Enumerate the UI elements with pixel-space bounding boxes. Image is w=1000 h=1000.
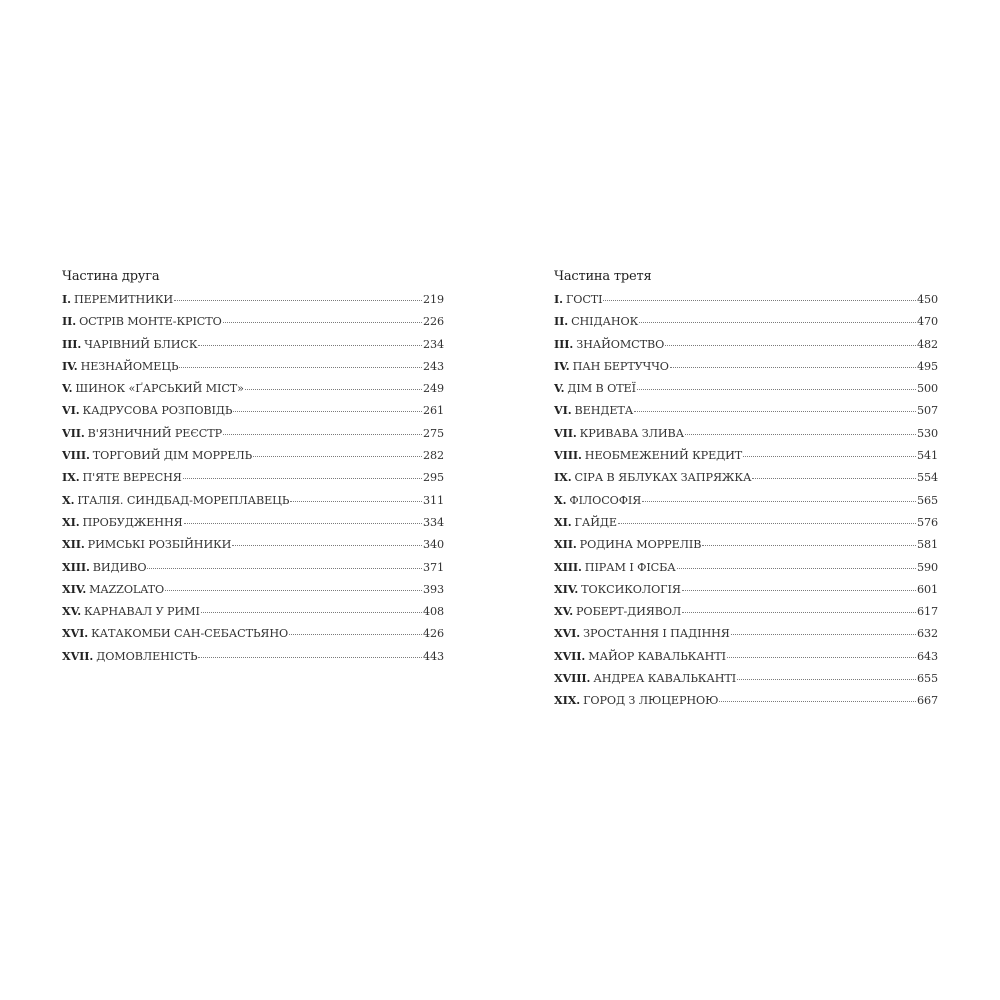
- chapter-number: I.: [62, 292, 71, 306]
- toc-list: [62, 288, 444, 667]
- page-number: 443: [422, 649, 444, 663]
- dot-leader: [752, 478, 916, 479]
- chapter-title: КАТАКОМБИ САН-СЕБАСТЬЯНО: [91, 627, 289, 641]
- toc-list: [554, 288, 938, 712]
- toc-entry: [62, 600, 444, 622]
- chapter-title: КАДРУСОВА РОЗПОВІДЬ: [82, 404, 233, 418]
- page-number: 530: [916, 426, 938, 440]
- chapter-number: XII.: [62, 537, 85, 552]
- dot-leader: [179, 367, 422, 368]
- page-number: 371: [422, 560, 444, 574]
- chapter-number: V.: [554, 381, 565, 396]
- chapter-number: III.: [554, 336, 574, 351]
- dot-leader: [682, 590, 916, 591]
- page-number: 581: [916, 538, 938, 552]
- page-number: 655: [916, 672, 938, 686]
- page-number: 590: [916, 560, 938, 574]
- page-number: 450: [916, 293, 938, 306]
- chapter-number: I.: [554, 292, 563, 306]
- chapter-number: VIII.: [554, 448, 582, 463]
- toc-entry: [554, 511, 938, 533]
- toc-column-part-two: [62, 266, 444, 667]
- chapter-title: АНДРЕА КАВАЛЬКАНТІ: [593, 672, 737, 686]
- dot-leader: [665, 345, 916, 346]
- chapter-title: ОСТРІВ МОНТЕ-КРІСТО: [79, 315, 222, 329]
- part-title: Частина друга: [62, 269, 160, 284]
- dot-leader: [618, 523, 916, 524]
- page-number: 617: [916, 605, 938, 619]
- chapter-title: ПЕРЕМИТНИКИ: [73, 293, 174, 306]
- page-number: 632: [916, 627, 938, 641]
- chapter-title: ГОСТІ: [565, 293, 603, 306]
- toc-entry: [554, 310, 938, 332]
- page-number: 601: [916, 582, 938, 596]
- page-number: 495: [916, 359, 938, 373]
- page-number: 426: [422, 627, 444, 641]
- chapter-number: IV.: [62, 358, 78, 373]
- dot-leader: [677, 568, 916, 569]
- dot-leader: [670, 367, 916, 368]
- chapter-number: XVI.: [62, 626, 89, 641]
- toc-entry: [554, 377, 938, 399]
- chapter-title: MAZZOLATO: [89, 582, 165, 596]
- chapter-number: XVIII.: [554, 671, 591, 686]
- dot-leader: [637, 389, 916, 390]
- chapter-number: XV.: [62, 604, 81, 619]
- page-number: 482: [916, 337, 938, 351]
- dot-leader: [245, 389, 422, 390]
- page-number: 282: [422, 449, 444, 463]
- chapter-title: ЗНАЙОМСТВО: [576, 337, 665, 351]
- page-number: 643: [916, 649, 938, 663]
- toc-entry: [62, 310, 444, 332]
- chapter-number: XIII.: [62, 559, 90, 574]
- chapter-title: ВИДИВО: [92, 560, 147, 574]
- dot-leader: [639, 322, 916, 323]
- page-number: 554: [916, 471, 938, 485]
- dot-leader: [233, 411, 422, 412]
- chapter-title: П'ЯТЕ ВЕРЕСНЯ: [82, 471, 182, 485]
- chapter-title: ЗРОСТАННЯ І ПАДІННЯ: [583, 627, 730, 641]
- chapter-title: ФІЛОСОФІЯ: [569, 493, 642, 507]
- toc-entry: [62, 622, 444, 644]
- toc-entry: [554, 355, 938, 377]
- dot-leader: [232, 545, 422, 546]
- page-number: 393: [422, 582, 444, 596]
- chapter-title: КАРНАВАЛ У РИМІ: [84, 605, 200, 619]
- dot-leader: [603, 300, 915, 301]
- chapter-title: НЕОБМЕЖЕНИЙ КРЕДИТ: [584, 449, 743, 463]
- toc-entry: [554, 667, 938, 689]
- dot-leader: [147, 568, 422, 569]
- dot-leader: [223, 322, 422, 323]
- toc-entry: [62, 578, 444, 600]
- chapter-title: ПІРАМ І ФІСБА: [584, 560, 676, 574]
- dot-leader: [223, 434, 422, 435]
- page-number: 667: [916, 694, 938, 708]
- dot-leader: [743, 456, 916, 457]
- toc-entry: [62, 466, 444, 488]
- page-number: 470: [916, 315, 938, 329]
- dot-leader: [198, 657, 422, 658]
- chapter-number: VIII.: [62, 448, 90, 463]
- chapter-number: XIX.: [554, 693, 581, 708]
- chapter-title: РОБЕРТ-ДИЯВОЛ: [576, 605, 682, 619]
- chapter-title: ІТАЛІЯ. СИНДБАД-МОРЕПЛАВЕЦЬ: [77, 493, 290, 507]
- chapter-number: III.: [62, 336, 82, 351]
- toc-entry: [62, 556, 444, 578]
- chapter-number: IX.: [62, 470, 80, 485]
- dot-leader: [731, 634, 916, 635]
- chapter-number: XVI.: [554, 626, 581, 641]
- chapter-number: II.: [62, 314, 77, 329]
- chapter-title: ПРОБУДЖЕННЯ: [82, 515, 183, 529]
- dot-leader: [174, 300, 422, 301]
- dot-leader: [634, 411, 916, 412]
- toc-entry: [62, 333, 444, 355]
- toc-entry: [554, 422, 938, 444]
- chapter-number: VII.: [62, 425, 85, 440]
- page-number: 311: [422, 493, 444, 507]
- chapter-title: ЧАРІВНИЙ БЛИСК: [84, 337, 198, 351]
- chapter-number: XV.: [554, 604, 573, 619]
- toc-entry: [554, 600, 938, 622]
- page-number: 249: [422, 382, 444, 396]
- dot-leader: [702, 545, 916, 546]
- page-number: 226: [422, 315, 444, 329]
- chapter-number: VII.: [554, 425, 577, 440]
- page-number: 500: [916, 382, 938, 396]
- chapter-number: IV.: [554, 358, 570, 373]
- chapter-number: XIV.: [62, 581, 87, 596]
- toc-entry: [554, 399, 938, 421]
- page-number: 234: [422, 337, 444, 351]
- chapter-title: РИМСЬКІ РОЗБІЙНИКИ: [87, 538, 232, 552]
- toc-entry: [554, 533, 938, 555]
- chapter-number: VI.: [62, 403, 80, 418]
- chapter-number: X.: [62, 492, 75, 507]
- chapter-title: ВЕНДЕТА: [574, 404, 634, 418]
- toc-entry: [62, 355, 444, 377]
- toc-entry: [62, 377, 444, 399]
- dot-leader: [253, 456, 422, 457]
- chapter-title: ДІМ В ОТЕЇ: [567, 382, 636, 396]
- chapter-number: XVII.: [62, 648, 94, 663]
- page-number: 295: [422, 471, 444, 485]
- toc-column-part-three: [554, 266, 938, 712]
- dot-leader: [727, 657, 916, 658]
- chapter-number: V.: [62, 381, 73, 396]
- chapter-number: XIV.: [554, 581, 579, 596]
- chapter-number: XI.: [554, 514, 572, 529]
- page-number: 243: [422, 359, 444, 373]
- page-number: 408: [422, 605, 444, 619]
- chapter-number: XI.: [62, 514, 80, 529]
- dot-leader: [201, 612, 422, 613]
- page-number: 275: [422, 426, 444, 440]
- chapter-number: IX.: [554, 470, 572, 485]
- chapter-number: VI.: [554, 403, 572, 418]
- chapter-title: ТОРГОВИЙ ДІМ МОРРЕЛЬ: [92, 449, 253, 463]
- dot-leader: [290, 501, 422, 502]
- toc-entry: [62, 489, 444, 511]
- chapter-number: XIII.: [554, 559, 582, 574]
- dot-leader: [719, 701, 916, 702]
- toc-entry: [554, 466, 938, 488]
- toc-entry: [554, 444, 938, 466]
- page-number: 340: [422, 538, 444, 552]
- page-number: 334: [422, 515, 444, 529]
- chapter-number: XVII.: [554, 648, 586, 663]
- dot-leader: [682, 612, 916, 613]
- dot-leader: [642, 501, 916, 502]
- dot-leader: [685, 434, 916, 435]
- toc-entry: [554, 489, 938, 511]
- toc-entry: [554, 288, 938, 310]
- dot-leader: [198, 345, 421, 346]
- toc-entry: [554, 556, 938, 578]
- toc-entry: [62, 511, 444, 533]
- chapter-title: ГАЙДЕ: [574, 515, 617, 529]
- chapter-title: НЕЗНАЙОМЕЦЬ: [80, 359, 179, 373]
- dot-leader: [737, 679, 916, 680]
- page-number: 565: [916, 493, 938, 507]
- toc-entry: [554, 645, 938, 667]
- chapter-number: X.: [554, 492, 567, 507]
- chapter-title: МАЙОР КАВАЛЬКАНТІ: [588, 649, 726, 663]
- chapter-number: II.: [554, 314, 569, 329]
- chapter-title: КРИВАВА ЗЛИВА: [579, 426, 684, 440]
- chapter-title: В'ЯЗНИЧНИЙ РЕЄСТР: [87, 426, 223, 440]
- chapter-title: ПАН БЕРТУЧЧО: [572, 359, 669, 373]
- page-number: 576: [916, 515, 938, 529]
- toc-entry: [554, 622, 938, 644]
- toc-entry: [62, 444, 444, 466]
- toc-entry: [62, 533, 444, 555]
- chapter-title: ТОКСИКОЛОГІЯ: [581, 582, 681, 596]
- page-number: 219: [422, 293, 444, 306]
- part-title: Частина третя: [554, 269, 652, 284]
- chapter-title: ГОРОД З ЛЮЦЕРНОЮ: [583, 694, 719, 708]
- toc-entry: [62, 288, 444, 310]
- dot-leader: [165, 590, 422, 591]
- page-number: 541: [916, 449, 938, 463]
- dot-leader: [183, 478, 422, 479]
- chapter-title: СНІДАНОК: [571, 315, 639, 329]
- chapter-title: ДОМОВЛЕНІСТЬ: [96, 649, 198, 663]
- chapter-title: СІРА В ЯБЛУКАХ ЗАПРЯЖКА: [574, 471, 752, 485]
- chapter-title: ШИНОК «ҐАРСЬКИЙ МІСТ»: [75, 382, 244, 396]
- toc-entry: [62, 645, 444, 667]
- page-number: 507: [916, 404, 938, 418]
- toc-entry: [554, 333, 938, 355]
- toc-entry: [554, 689, 938, 711]
- dot-leader: [289, 634, 422, 635]
- dot-leader: [184, 523, 422, 524]
- toc-entry: [554, 578, 938, 600]
- chapter-title: РОДИНА МОРРЕЛІВ: [579, 538, 702, 552]
- toc-entry: [62, 422, 444, 444]
- page-number: 261: [422, 404, 444, 418]
- chapter-number: XII.: [554, 537, 577, 552]
- toc-entry: [62, 399, 444, 421]
